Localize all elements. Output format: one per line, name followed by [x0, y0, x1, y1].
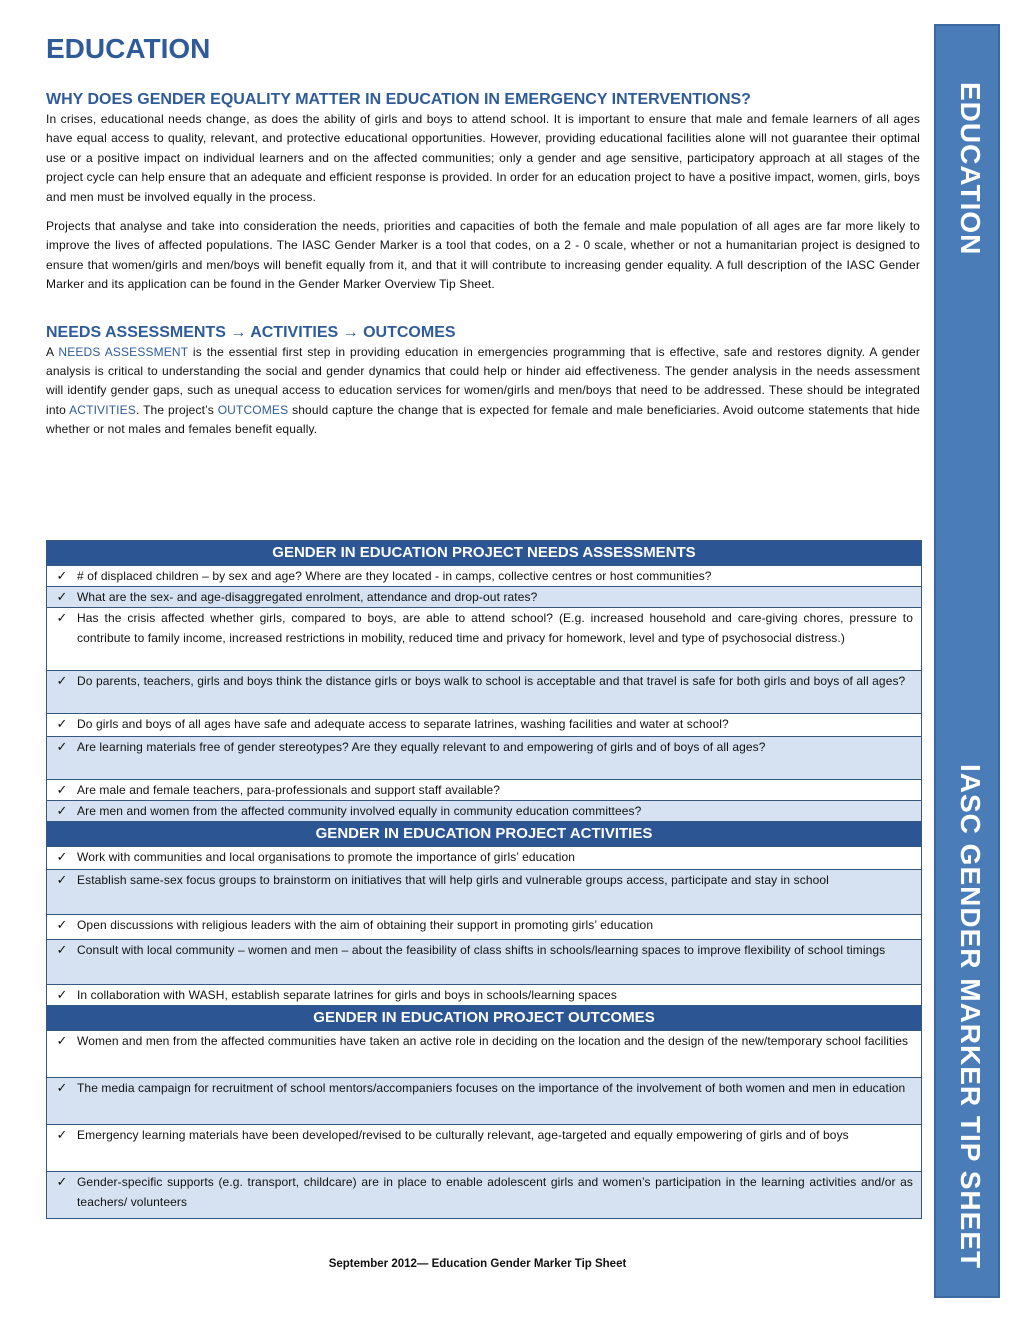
checkmark-icon: ✓: [56, 1033, 68, 1048]
checkmark-icon: ✓: [56, 1174, 68, 1189]
checklist-table: [46, 540, 922, 1219]
highlight-outcomes: OUTCOMES: [217, 402, 289, 417]
table-row: [47, 608, 921, 671]
table-row: [47, 671, 921, 714]
table-row-text: Work with communities and local organisations to promote the importance of girls’ education: [77, 850, 576, 864]
checkmark-icon: ✓: [56, 917, 68, 932]
table-row-text: Open discussions with religious leaders with the aim of obtaining their support in promoting girls’ education: [77, 918, 654, 932]
table-row-text: Emergency learning materials have been developed/revised to be culturally relevant, age-targeted and equally empowering of girls and of boys: [77, 1128, 849, 1142]
table-row-text: In collaboration with WASH, establish separate latrines for girls and boys in schools/learning spaces: [77, 988, 617, 1002]
table-row: [47, 714, 921, 737]
table-row: [47, 737, 921, 780]
table-row: [47, 566, 921, 587]
table-row: [47, 870, 921, 915]
table-row-text: Has the crisis affected whether girls, compared to boys, are able to attend school? (E.g. increased household and care-giving chores, pressure to contribute to family income, increased restrictions in mobility, reduced time and privacy for homework, level and type of psychosocial distress.): [77, 611, 913, 645]
checkmark-icon: ✓: [56, 610, 68, 625]
sidebar-title: EDUCATION: [955, 82, 986, 256]
table-row-text: # of displaced children – by sex and age? Where are they located - in camps, collective centres or host communities?: [77, 569, 712, 583]
table-row: [47, 587, 921, 608]
sidebar-subtitle: IASC GENDER MARKER TIP SHEET: [955, 764, 986, 1270]
checkmark-icon: ✓: [56, 803, 68, 818]
text-part: A: [46, 344, 59, 359]
table-row: [47, 915, 921, 940]
checkmark-icon: ✓: [56, 1080, 68, 1095]
table-row-text: Are men and women from the affected community involved equally in community education committees?: [77, 804, 642, 818]
table-row-text: Do parents, teachers, girls and boys think the distance girls or boys walk to school is acceptable and that travel is safe for both girls and boys of all ages?: [77, 674, 906, 688]
highlight-activities: ACTIVITIES: [69, 402, 136, 417]
table-row-text: Gender-specific supports (e.g. transport, childcare) are in place to enable adolescent girls and women’s participation in the learning activities and/or as teachers/ volunteers: [77, 1175, 913, 1209]
table-row-text: Are learning materials free of gender stereotypes? Are they equally relevant to and empowering of girls and of boys of all ages?: [77, 740, 766, 754]
checkmark-icon: ✓: [56, 987, 68, 1002]
main-content: [46, 30, 920, 450]
highlight-needs-assessment: NEEDS ASSESSMENT: [58, 344, 189, 359]
table-row-text: Consult with local community – women and men – about the feasibility of class shifts in schools/learning spaces to improve flexibility of school timings: [77, 943, 886, 957]
table-row-text: Do girls and boys of all ages have safe and adequate access to separate latrines, washing facilities and water at school?: [77, 717, 729, 731]
table-header-activities: GENDER IN EDUCATION PROJECT ACTIVITIES: [47, 822, 921, 847]
table-row: [47, 940, 921, 985]
page-title: EDUCATION: [46, 33, 211, 64]
checkmark-icon: ✓: [56, 849, 68, 864]
page-footer: September 2012— Education Gender Marker Tip Sheet: [328, 1258, 627, 1270]
text-part: . The project’s: [135, 402, 218, 417]
table-row: [47, 847, 921, 870]
section-heading-needs: NEEDS ASSESSMENTS → ACTIVITIES → OUTCOMES: [46, 323, 456, 341]
table-row: [47, 1031, 921, 1078]
checkmark-icon: ✓: [56, 739, 68, 754]
table-row: [47, 985, 921, 1006]
table-row: [47, 780, 921, 801]
checkmark-icon: ✓: [56, 782, 68, 797]
table-row: [47, 1172, 921, 1218]
table-row-text: Establish same-sex focus groups to brainstorm on initiatives that will help girls and vulnerable groups access, participate and stay in school: [77, 873, 829, 887]
table-row: [47, 801, 921, 822]
table-header-outcomes: GENDER IN EDUCATION PROJECT OUTCOMES: [47, 1006, 921, 1031]
table-header-needs: GENDER IN EDUCATION PROJECT NEEDS ASSESSMENTS: [47, 541, 921, 566]
section-heading-why: WHY DOES GENDER EQUALITY MATTER IN EDUCATION IN EMERGENCY INTERVENTIONS?: [46, 91, 751, 108]
table-row: [47, 1125, 921, 1172]
checkmark-icon: ✓: [56, 942, 68, 957]
text-part: is the essential first step in providing education in emergencies programming that is effective, safe and restores dignity. A gender analysis is critical to understanding the social and gender dynamics that could help or hinder aid effectiveness. The gender analysis in the needs assessment will identify gender gaps, such as unequal access to education services for women/girls and men/boys that need to be addressed. These should be integrated into: [46, 344, 920, 417]
sidebar-banner: [934, 24, 1000, 1298]
checkmark-icon: ✓: [56, 1127, 68, 1142]
checkmark-icon: ✓: [56, 716, 68, 731]
table-row-text: Are male and female teachers, para-professionals and support staff available?: [77, 783, 501, 797]
checkmark-icon: ✓: [56, 872, 68, 887]
paragraph-why-1: In crises, educational needs change, as does the ability of girls and boys to attend school. It is important to ensure that male and female learners of all ages have equal access to quality, relevant, and protective educational opportunities. However, providing educational facilities alone will not guarantee their optimal use or a positive impact on individual learners and on the affected communities; only a gender and age sensitive, participatory approach at all stages of the project cycle can help ensure that an adequate and efficient response is provided. In order for an education project to have a positive impact, women, girls, boys and men must be involved equally in the process.: [46, 112, 920, 204]
table-row: [47, 1078, 921, 1125]
checkmark-icon: ✓: [56, 568, 68, 583]
table-row-text: The media campaign for recruitment of school mentors/accompaniers focuses on the importance of the involvement of both women and men in education: [77, 1081, 906, 1095]
table-row-text: What are the sex- and age-disaggregated enrolment, attendance and drop-out rates?: [77, 590, 538, 604]
paragraph-needs: [46, 343, 920, 440]
paragraph-why-2: Projects that analyse and take into consideration the needs, priorities and capacities of both the female and male population of all ages are far more likely to improve the lives of affected populations. The IASC Gender Marker is a tool that codes, on a 2 - 0 scale, whether or not a humanitarian project is designed to ensure that women/girls and men/boys will benefit equally from it, and that it will contribute to increasing gender equality. A full description of the IASC Gender Marker and its application can be found in the Gender Marker Overview Tip Sheet.: [46, 219, 920, 292]
checkmark-icon: ✓: [56, 673, 68, 688]
table-row-text: Women and men from the affected communities have taken an active role in deciding on the location and the design of the new/temporary school facilities: [77, 1034, 909, 1048]
text-part: should capture the change that is expected for female and male beneficiaries. Avoid outcome statements that hide whether or not males and females benefit equally.: [46, 402, 920, 437]
checkmark-icon: ✓: [56, 589, 68, 604]
